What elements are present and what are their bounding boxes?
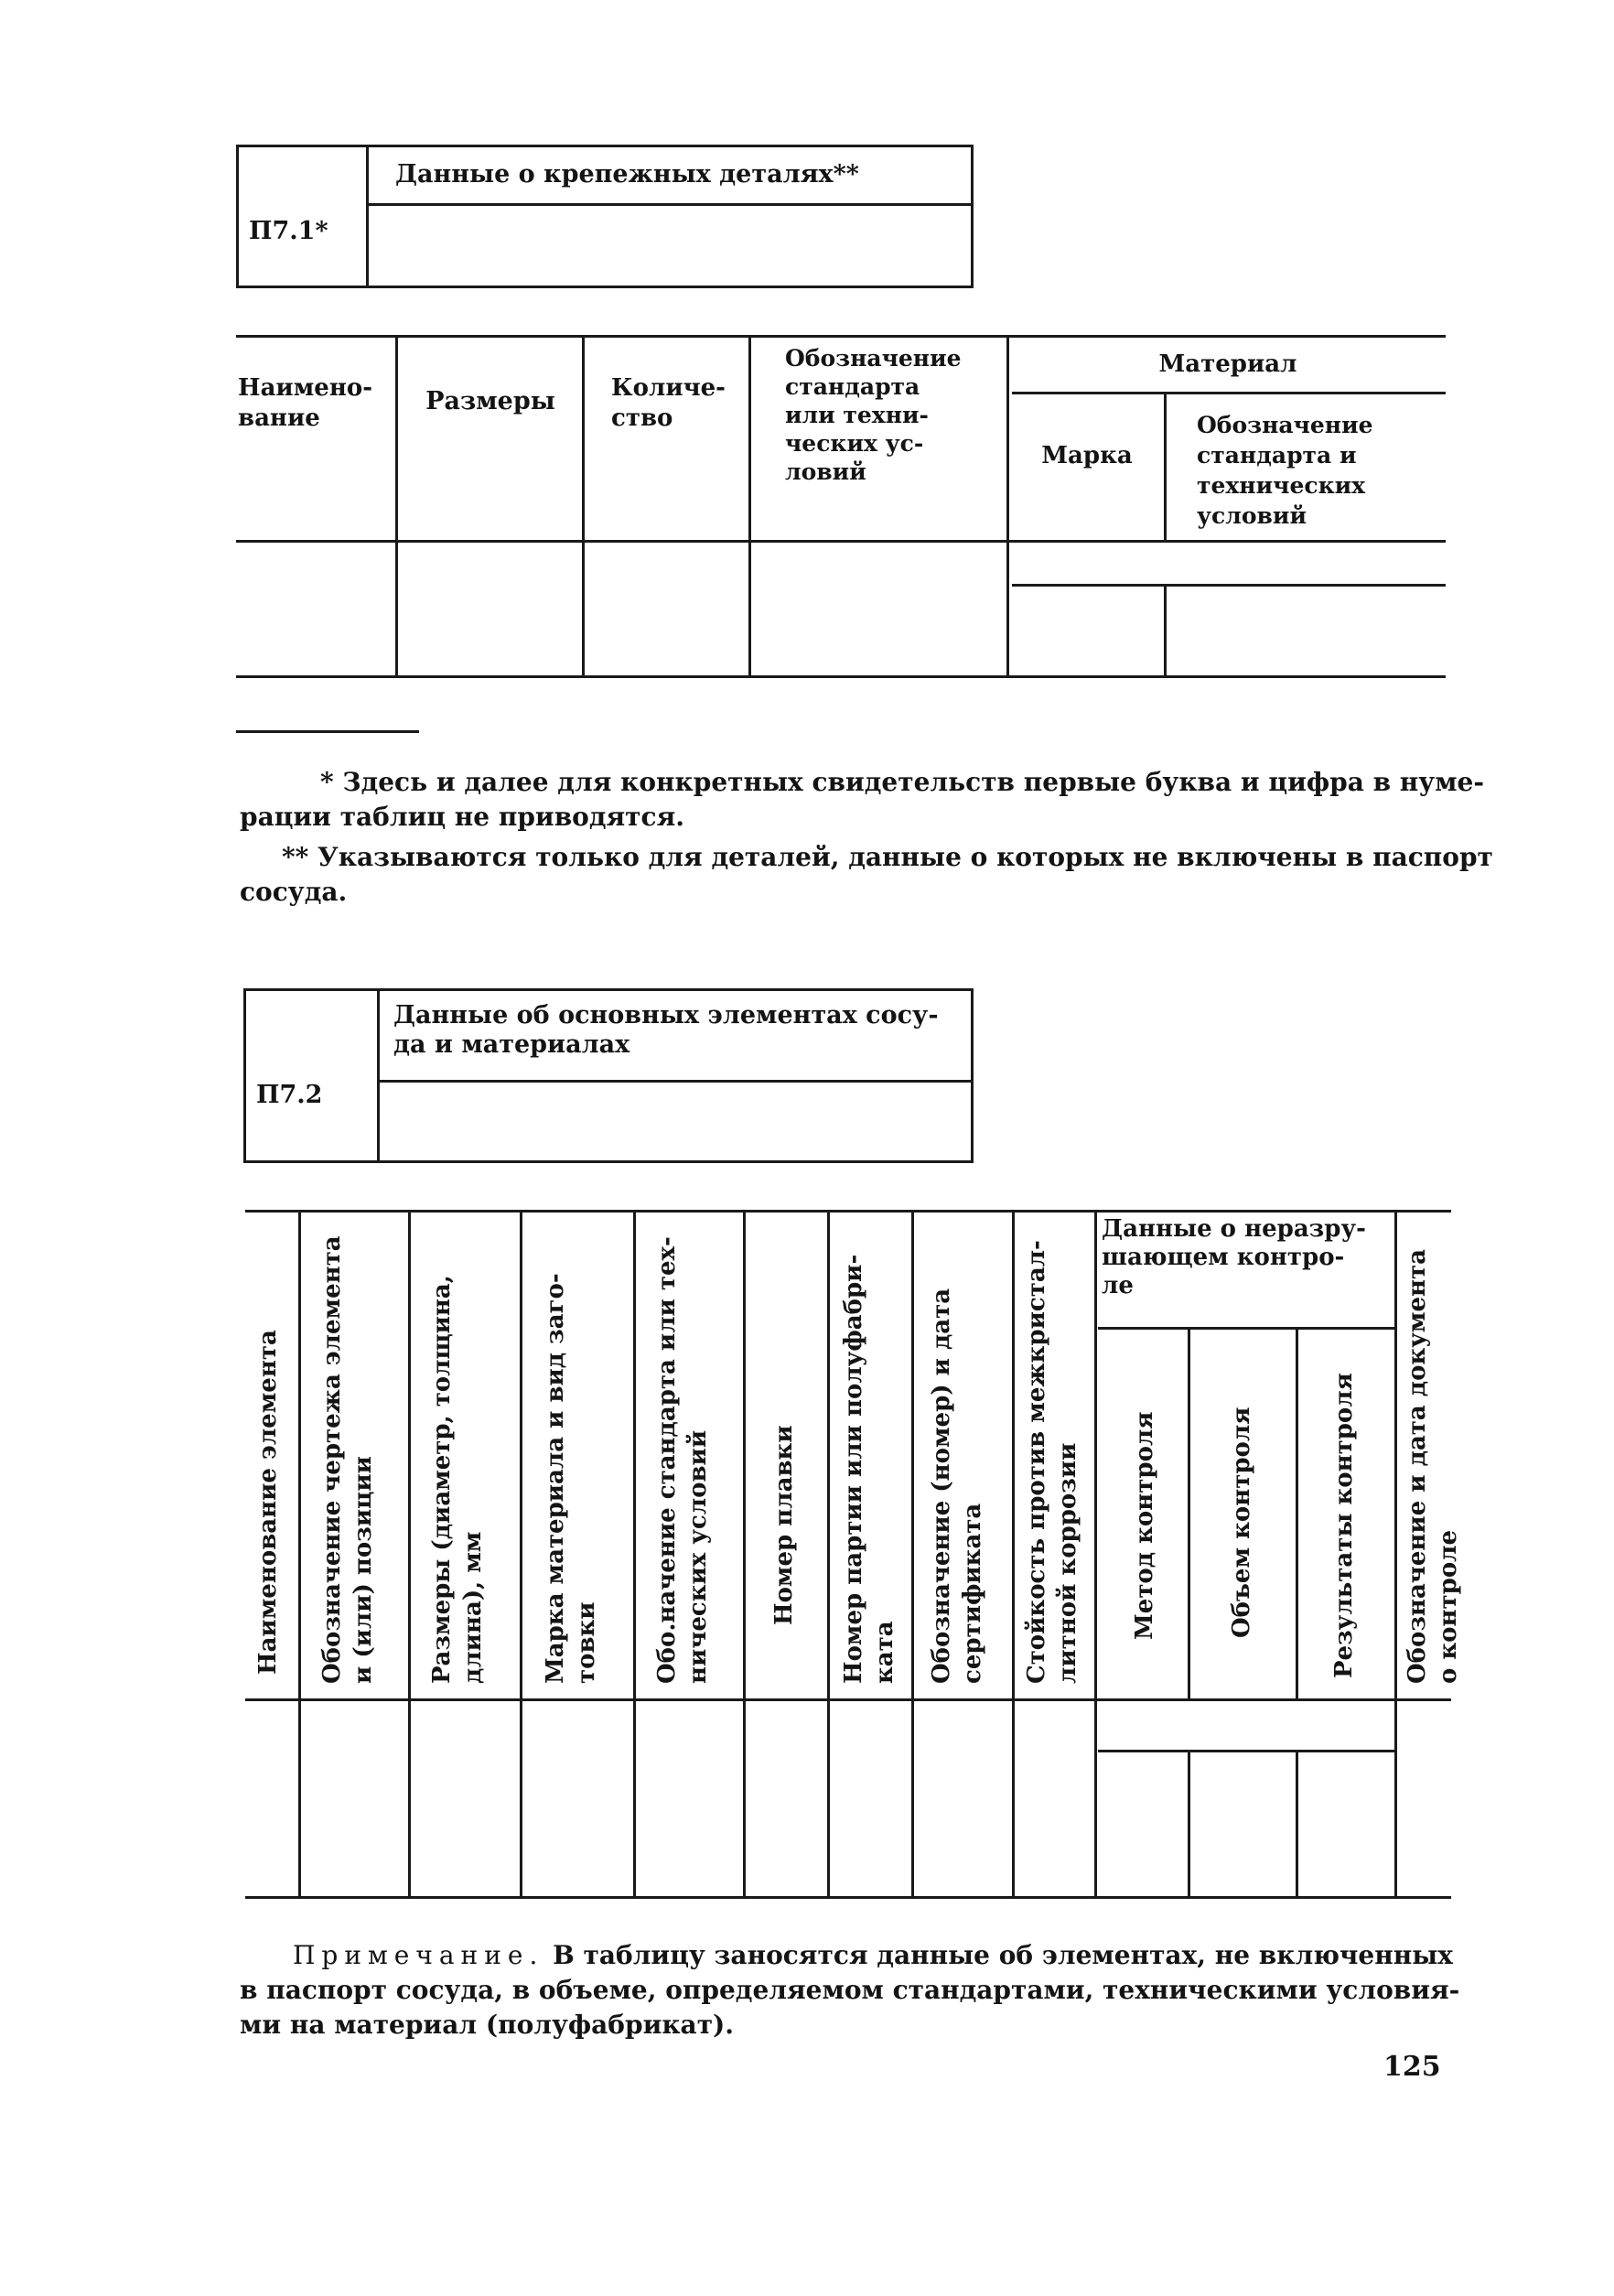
col-document-header: Обозначение и дата документа о контроле: [1404, 1248, 1462, 1684]
col-standard-header: Обо.начение стандарта или тех- нических условий: [653, 1236, 712, 1684]
table-p72-title: Данные об основных элементах сосу- да и материалах: [393, 1001, 939, 1059]
col-material-header: Материал: [1158, 350, 1297, 378]
col-batch-header: Номер партии или полуфабри- ката: [840, 1254, 898, 1684]
table-p72-id: П7.2: [256, 1081, 323, 1109]
footnote-separator: [236, 730, 419, 733]
col-quantity-header: Количе- ство: [611, 374, 726, 432]
col-sizes-header: Размеры (диаметр, толщина, длина), мм: [428, 1275, 487, 1684]
col-corrosion-header: Стойкость против межкристал- литной коррозии: [1023, 1240, 1081, 1684]
footnote-1-line-2: рации таблиц не приводятся.: [240, 802, 685, 832]
col-results-header: Результаты контроля: [1330, 1373, 1358, 1678]
col-melt-header: Номер плавки: [770, 1425, 798, 1625]
col-standard-header: Обозначение стандарта или техни- ческих ус- ловий: [785, 345, 962, 485]
col-method-header: Метод контроля: [1131, 1411, 1158, 1640]
col-certificate-header: Обозначение (номер) и дата сертификата: [928, 1288, 986, 1684]
col-ndt-header: Данные о неразру- шающем контро- ле: [1102, 1215, 1366, 1299]
note-line-2: в паспорт сосуда, в объеме, определяемом стандартами, техническими условия-: [240, 1975, 1460, 2005]
col-volume-header: Объем контроля: [1228, 1407, 1255, 1638]
table-p71-id: П7.1*: [249, 217, 328, 245]
col-drawing-header: Обозначение чертежа элемента и (или) позиции: [318, 1235, 377, 1684]
note-line-3: ми на материал (полуфабрикат).: [240, 2010, 735, 2040]
col-element-name-header: Наименование элемента: [254, 1330, 282, 1675]
col-grade-header: Марка: [1041, 442, 1133, 469]
page-number: 125: [1383, 2051, 1441, 2083]
note-line-1: [293, 1938, 1453, 1973]
footnote-2-line-2: сосуда.: [240, 877, 348, 907]
col-material-grade-header: Марка материала и вид заго- товки: [542, 1273, 600, 1684]
col-material-standard-header: Обозначение стандарта и технических условий: [1197, 412, 1373, 529]
note-label: Примечание.: [293, 1940, 544, 1970]
table-p71-title: Данные о крепежных деталях**: [395, 160, 859, 189]
footnote-2-line-1: ** Указываются только для деталей, данные о которых не включены в паспорт: [282, 842, 1493, 872]
col-name-header: Наимено- вание: [238, 374, 372, 432]
col-sizes-header: Размеры: [425, 387, 555, 415]
footnote-1-line-1: * Здесь и далее для конкретных свидетельств первые буква и цифра в нуме-: [320, 767, 1484, 797]
note-text-1: В таблицу заносятся данные об элементах, не включенных: [543, 1940, 1453, 1970]
